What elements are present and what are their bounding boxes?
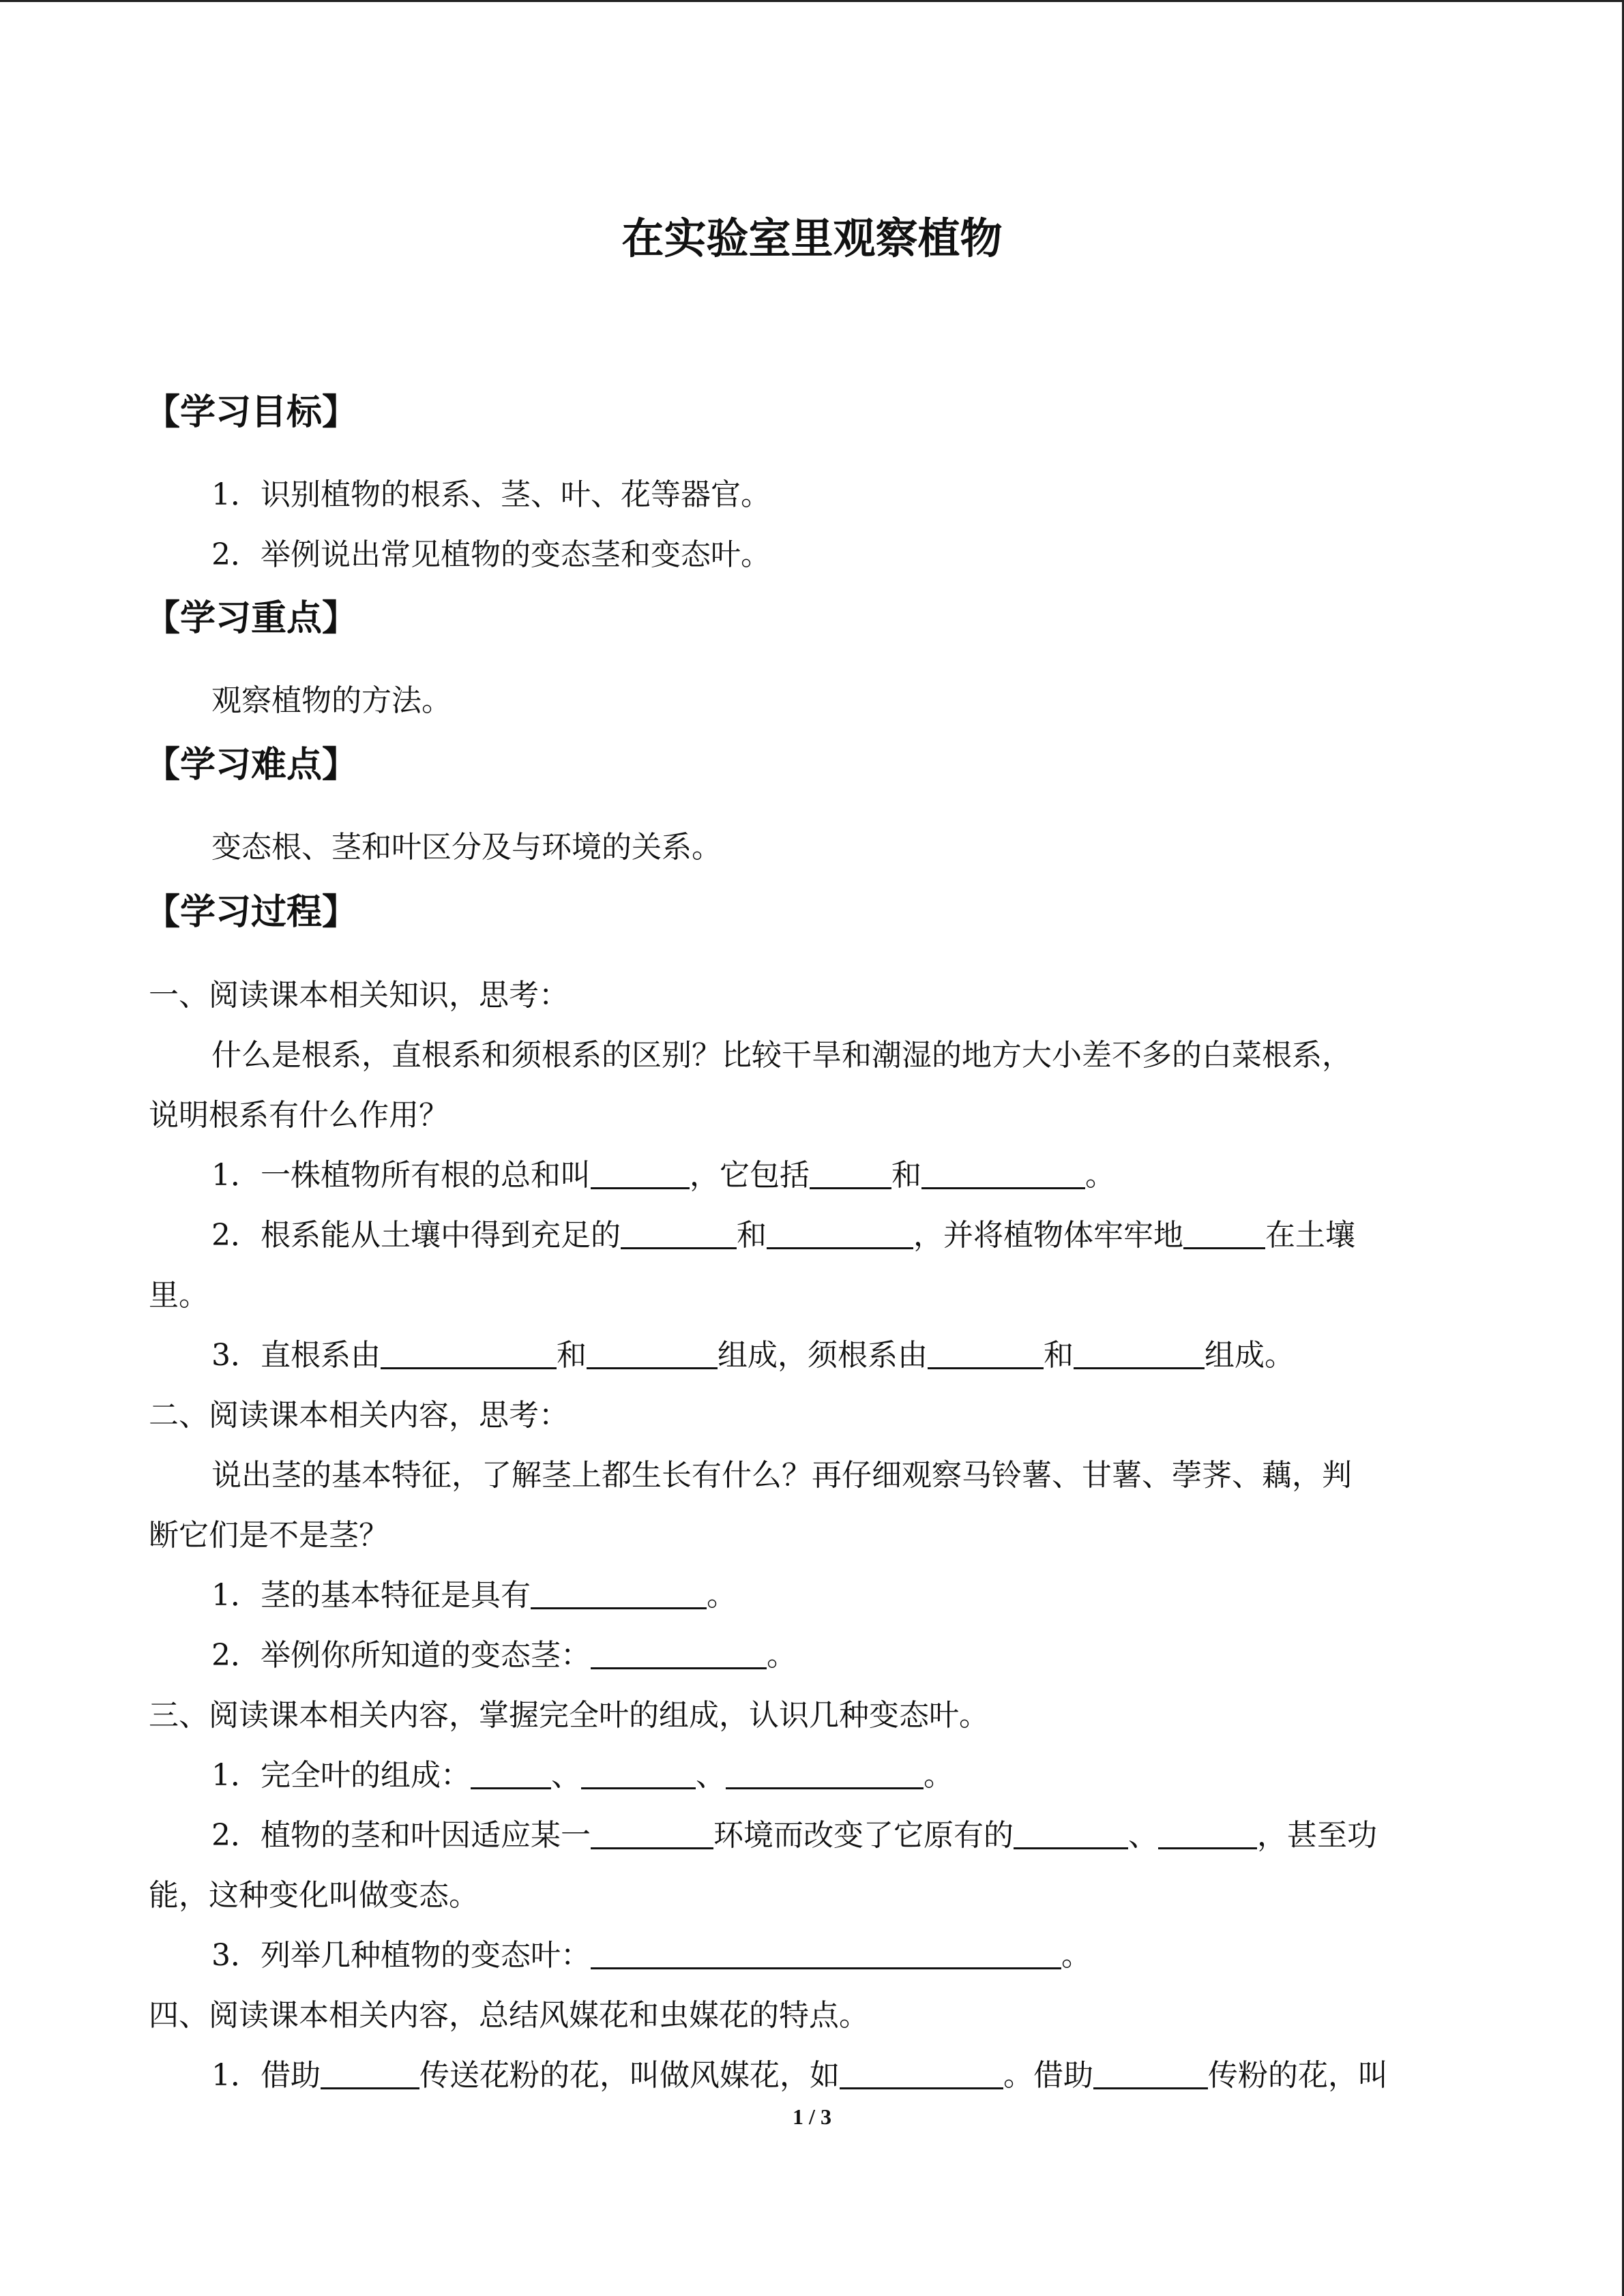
section2-q2 [211,1634,797,1678]
q-text: 2．举例你所知道的变态茎： [211,1638,591,1673]
answer-blank[interactable] [591,1937,1061,1969]
page-number: 1 / 3 [793,2104,831,2129]
page-top-border [0,0,1624,2]
q-text: 3．列举几种植物的变态叶： [211,1938,591,1973]
answer-blank[interactable] [840,2057,1003,2089]
answer-blank[interactable] [1074,1337,1205,1369]
q-text: 。 [707,1578,737,1613]
answer-blank[interactable] [621,1217,737,1249]
answer-blank[interactable] [1093,2057,1208,2089]
q-text: 组成。 [1205,1338,1295,1373]
q-text: 2．根系能从土壤中得到充足的 [211,1218,621,1253]
answer-blank[interactable] [1014,1817,1128,1849]
q-text: 。借助 [1003,2058,1093,2093]
section3-q1 [211,1754,954,1798]
answer-blank[interactable] [581,1757,696,1789]
answer-blank[interactable] [591,1157,690,1189]
answer-blank[interactable] [1183,1217,1265,1249]
answer-blank[interactable] [726,1757,924,1789]
q-text: 1．完全叶的组成： [211,1758,471,1793]
key-point-text: 观察植物的方法。 [211,683,452,718]
q-text: 和 [737,1218,767,1253]
section2-heading: 二、阅读课本相关内容，思考： [149,1398,569,1433]
q-text: 传送花粉的花，叫做风媒花，如 [419,2058,840,2093]
q-text: 1．借助 [211,2058,321,2093]
objective-1: 1．识别植物的根系、茎、叶、花等器官。 [211,477,771,512]
difficulty-text: 变态根、茎和叶区分及与环境的关系。 [211,830,722,865]
section1-q1 [211,1154,1115,1197]
q-text: 。 [1085,1158,1115,1193]
q-text: 3．直根系由 [211,1338,381,1373]
answer-blank[interactable] [591,1637,767,1669]
q-text: 和 [557,1338,587,1373]
section2-q1 [211,1574,737,1617]
q-text: 。 [924,1758,954,1793]
objective-2: 2．举例说出常见植物的变态茎和变态叶。 [211,537,771,572]
section1-question-line2: 说明根系有什么作用？ [149,1098,449,1133]
q-text: ，甚至功 [1257,1818,1377,1853]
q-text: 、 [1128,1818,1158,1853]
section3-q2-line1 [211,1814,1456,1858]
q-text: 、 [551,1758,581,1793]
q-text: ，并将植物体牢牢地 [913,1218,1183,1253]
section2-question-line2: 断它们是不是茎？ [149,1518,389,1553]
heading-process: 【学习过程】 [145,892,358,933]
q-text: 2．植物的茎和叶因适应某一 [211,1818,591,1853]
q-text: ，它包括 [690,1158,810,1193]
section1-question-line1: 什么是根系，直根系和须根系的区别？比较干旱和潮湿的地方大小差不多的白菜根系， [211,1038,1352,1073]
section1-q2-line1 [211,1214,1456,1257]
heading-key-points: 【学习重点】 [145,598,358,639]
q-text: 1．茎的基本特征是具有 [211,1578,531,1613]
q-text: 环境而改变了它原有的 [713,1818,1014,1853]
section1-q3 [211,1334,1295,1377]
q-text: 、 [696,1758,726,1793]
answer-blank[interactable] [1158,1817,1257,1849]
q-text: 和 [1044,1338,1074,1373]
section3-heading: 三、阅读课本相关内容，掌握完全叶的组成，认识几种变态叶。 [149,1698,989,1733]
answer-blank[interactable] [471,1757,551,1789]
section1-heading: 一、阅读课本相关知识，思考： [149,978,569,1013]
q-text: 在土壤 [1265,1218,1355,1253]
section4-q1 [211,2054,1456,2098]
section2-question-line1: 说出茎的基本特征，了解茎上都生长有什么？再仔细观察马铃薯、甘薯、荸荠、藕，判 [211,1458,1352,1493]
section1-q2-line2: 里。 [149,1278,209,1313]
answer-blank[interactable] [587,1337,718,1369]
heading-difficulties: 【学习难点】 [145,745,358,786]
answer-blank[interactable] [921,1157,1085,1189]
answer-blank[interactable] [381,1337,557,1369]
q-text: 和 [891,1158,921,1193]
answer-blank[interactable] [531,1577,707,1609]
q-text: 组成，须根系由 [718,1338,928,1373]
page-title: 在实验室里观察植物 [621,213,1003,263]
section3-q3 [211,1934,1091,1978]
answer-blank[interactable] [767,1217,913,1249]
answer-blank[interactable] [321,2057,419,2089]
section3-q2-line2: 能，这种变化叫做变态。 [149,1878,479,1913]
answer-blank[interactable] [928,1337,1044,1369]
section4-heading: 四、阅读课本相关内容，总结风媒花和虫媒花的特点。 [149,1998,869,2033]
answer-blank[interactable] [810,1157,891,1189]
q-text: 1．一株植物所有根的总和叫 [211,1158,591,1193]
q-text: 传粉的花，叫 [1208,2058,1388,2093]
heading-objectives: 【学习目标】 [145,392,358,433]
q-text: 。 [767,1638,797,1673]
q-text: 。 [1061,1938,1091,1973]
answer-blank[interactable] [591,1817,713,1849]
